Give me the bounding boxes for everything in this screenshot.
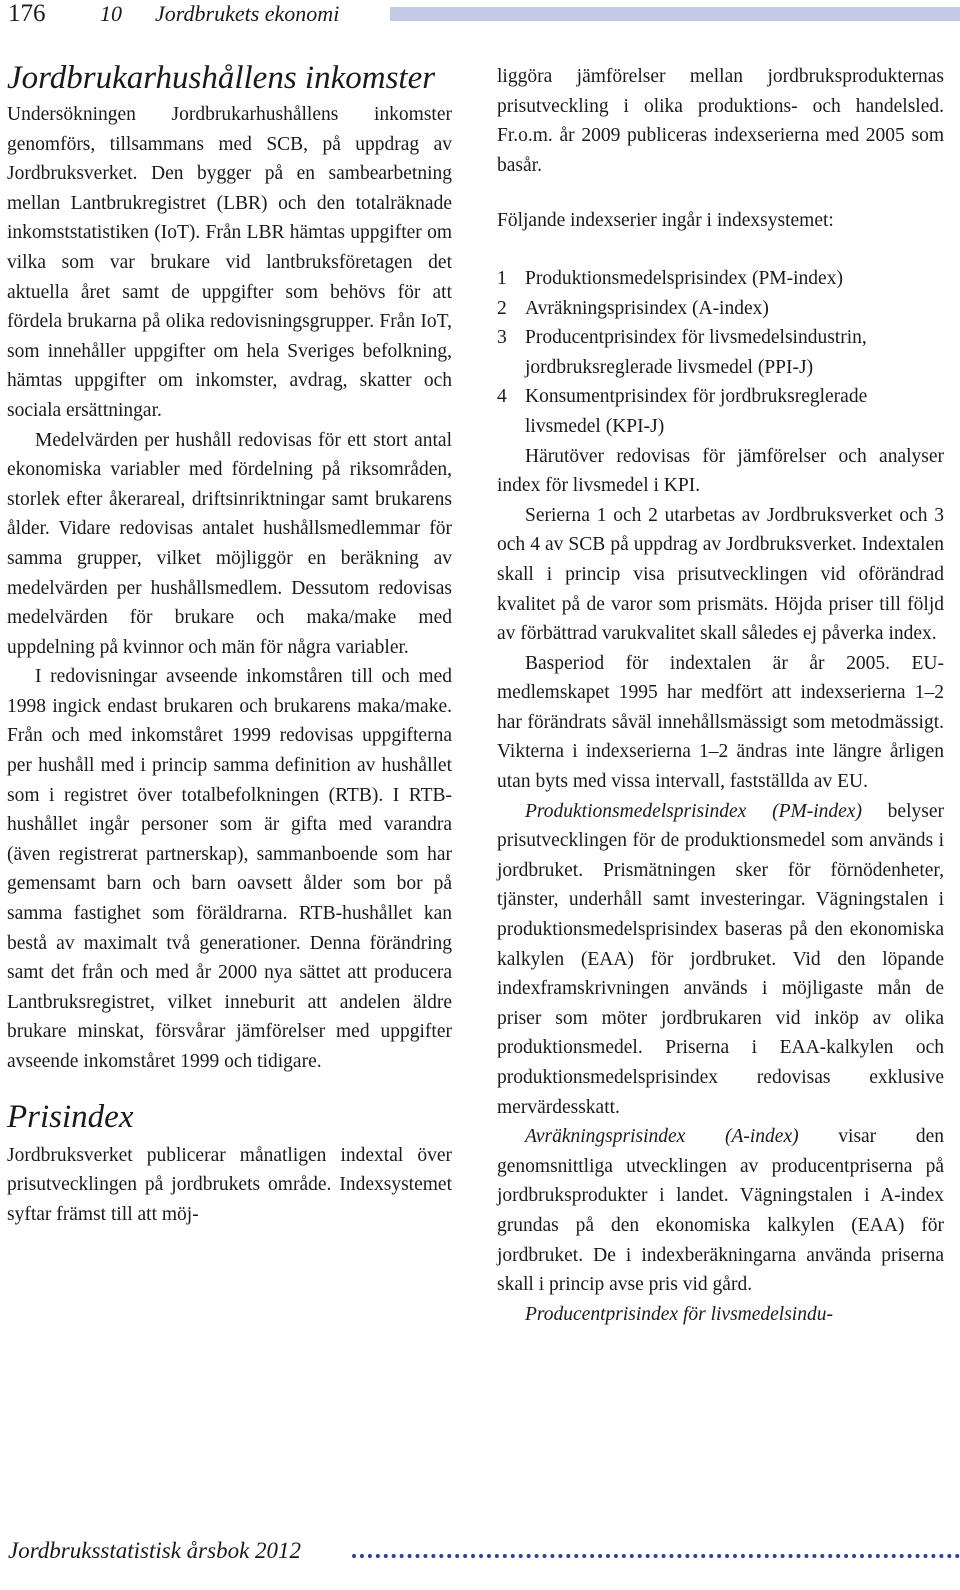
list-text: Producentprisindex för livsmedelsindustrin, jordbruksreglerade livsmedel (PPI-J) [525, 327, 867, 378]
paragraph: Undersökningen Jordbrukarhushållens inkomster genomförs, tillsammans med SCB, på uppdrag av Jordbruksverket. Den bygger på en sambearbetning mellan Lantbrukregistret (LBR) och den totalräknade inkomststatistiken (IoT). Från LBR hämtas uppgifter om vilka som var brukare vid lantbruksföretagen det aktuella året samt de uppgifter som behövs för att fördela brukarna på olika redovisningsgrupper. Från IoT, som innehåller uppgifter om hela Sveriges befolkning, hämtas uppgifter om inkomster, avdrag, skatter och sociala ersättningar. [7, 104, 452, 421]
term-a-index: Avräkningsprisindex (A-index) [525, 1126, 799, 1148]
paragraph: Följande indexserier ingår i indexsystemet: [497, 210, 834, 232]
list-item [497, 382, 944, 441]
header-color-bar [390, 7, 960, 21]
paragraph: I redovisningar avseende inkomståren till och med 1998 ingick endast brukaren och brukarens maka/make. Från och med inkomståret 1999 redovisas uppgifterna per hushåll med i princip samma definition av hushållet som i registret över totalbefolkningen (RTB). I RTB-hushållet ingår personer som är gifta med varandra (även registrerat partnerskap), sammanboende som har gemensamt barn och barn oavsett ålder som bor på samma fastighet som föräldrarna. RTB-hushållet kan bestå av maximalt två generationer. Denna förändring samt det från och med år 2000 nya sättet att producera Lantbruksregistret, vilket inneburit att andelen äldre brukare minskat, försvårar jämförelser med uppgifter avseende inkomståret 1999 och tidigare. [7, 666, 452, 1072]
chapter-title: 10 Jordbrukets ekonomi [100, 1, 340, 26]
paragraph: Medelvärden per hushåll redovisas för ett stort antal ekonomiska variabler med fördelning på riksområden, storlek efter åkerareal, driftsinriktningar samt brukarens ålder. Vidare redovisas antalet hushållsmedlemmar för samma grupper, vilket möjliggör en beräkning av medelvärden per hushållsmedlem. Dessutom redovisas medelvärden för brukare och maka/make med uppdelning på kvinnor och män för några variabler. [7, 429, 452, 658]
page-header [0, 0, 960, 28]
spacer [497, 236, 944, 262]
page-footer [0, 1536, 960, 1576]
paragraph: Jordbruksverket publicerar månatligen indextal över prisutvecklingen på jordbrukets område. Indexsystemet syftar främst till att möj- [7, 1144, 452, 1225]
section-heading-income: Jordbrukarhushållens inkomster [7, 60, 436, 96]
paragraph [497, 1300, 944, 1330]
left-column [7, 58, 452, 1229]
list-number: 3 [497, 327, 507, 349]
term-ppi-j: Producentprisindex för livsmedelsindu- [525, 1303, 833, 1325]
footer-publication-title: Jordbruksstatistisk årsbok 2012 [8, 1538, 302, 1563]
paragraph [497, 797, 944, 1123]
paragraph: Basperiod för indextalen är år 2005. EU-medlemskapet 1995 har medfört att indexserierna 1–2 har förändrats såväl innehållsmässigt som metodmässigt. Vikterna i indexserierna 1–2 ändras inte längre årligen utan byts med vissa intervall, fastställda av EU. [497, 652, 944, 793]
list-number: 4 [497, 386, 507, 408]
list-number: 1 [497, 267, 507, 289]
paragraph: liggöra jämförelser mellan jordbruksprodukternas prisutveckling i olika produktions- och handelsled. Fr.o.m. år 2009 publiceras indexserierna med 2005 som basår. [497, 66, 944, 176]
list-item [497, 323, 944, 382]
paragraph: Härutöver redovisas för jämförelser och analyser index för livsmedel i KPI. [497, 445, 944, 497]
right-column [497, 62, 944, 1329]
list-text: Konsumentprisindex för jordbruksreglerade livsmedel (KPI-J) [525, 386, 868, 437]
footer-dotted-rule [352, 1554, 960, 1558]
section-heading-price-index: Prisindex [7, 1098, 134, 1135]
paragraph: Serierna 1 och 2 utarbetas av Jordbruksverket och 3 och 4 av SCB på uppdrag av Jordbruksverket. Indextalen skall i princip visa prisutvecklingen vid oförändrad kvalitet på de varor som prismäts. Höjda priser till följd av förbättrad varukvalitet skall således ej påverka index. [497, 504, 944, 645]
term-pm-index: Produktionsmedelsprisindex (PM-index) [525, 800, 862, 822]
list-number: 2 [497, 297, 507, 319]
list-item [497, 264, 944, 294]
paragraph-text: belyser prisutvecklingen för de produktionsmedel som används i jordbruket. Prismätningen sker för förnödenheter, tjänster, underhåll samt investeringar. Vägningstalen i produktionsmedelsprisindex baseras på den ekonomiska kalkylen (EAA) för jordbruket. Vid den löpande indexframskrivningen används i möjligaste mån de priser som möter jordbrukaren vid inköp av olika produktionsmedel. Priserna i EAA-kalkylen och produktionsmedelsprisindex redovisas exklusive mervärdesskatt. [497, 800, 944, 1118]
paragraph-text: visar den genomsnittliga utvecklingen av producentpriserna på jordbruksprodukter i landet. Vägningstalen i A-index grundas på den ekonomiska kalkylen (EAA) för jordbruket. De i indexberäkningarna använda priserna skall i princip avse pris vid gård. [497, 1126, 945, 1296]
list-text: Produktionsmedelsprisindex (PM-index) [525, 267, 843, 289]
list-item [497, 294, 944, 324]
paragraph [497, 1122, 944, 1300]
list-text: Avräkningsprisindex (A-index) [525, 297, 769, 319]
spacer [497, 180, 944, 206]
page-number: 176 [8, 0, 46, 27]
index-series-list [497, 264, 944, 442]
